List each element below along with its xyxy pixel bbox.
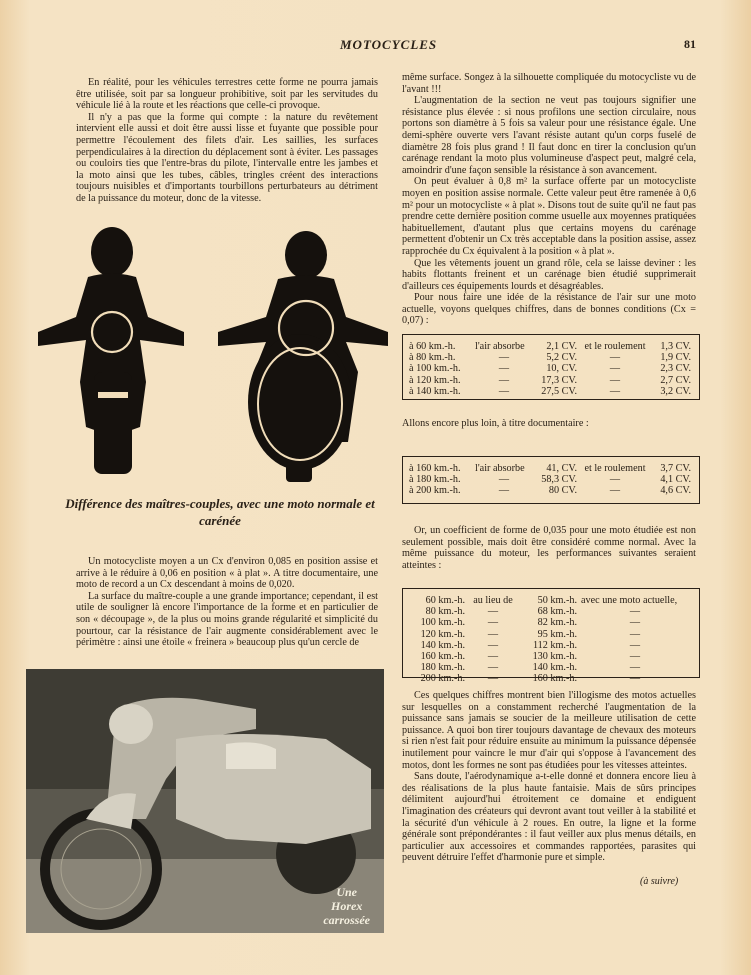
table-cell: 100 km.-h.	[420, 617, 465, 629]
table-cell: à 80 km.-h.	[409, 352, 456, 364]
table-row	[409, 341, 699, 352]
photo-caption	[323, 885, 370, 927]
performance-comparison-table	[402, 588, 700, 685]
air-resistance-table-2	[402, 456, 700, 504]
table-cell: 2,7 CV.	[660, 374, 691, 386]
paragraph: Un motocycliste moyen a un Cx d'environ 0,085 en position assise et arrive à le réduire à 0,06 en position « à plat ». A titre documentaire, une moto de record a un Cx descendant à moins de 0,020.	[76, 556, 378, 591]
table-row	[409, 485, 699, 496]
table-cell: —	[498, 363, 510, 375]
photo-caption-line: carrossée	[323, 913, 370, 927]
table-cell: —	[629, 651, 641, 663]
right-column-top-text	[402, 72, 696, 327]
running-header-title: MOTOCYCLES	[340, 37, 438, 52]
table-cell: à 140 km.-h.	[409, 385, 461, 397]
table-cell: —	[487, 673, 499, 685]
table-cell: —	[487, 628, 499, 640]
table-cell: l'air absorbe	[475, 341, 525, 352]
table-cell: à 180 km.-h.	[409, 474, 461, 486]
continued-note: (à suivre)	[640, 876, 679, 887]
paragraph: même surface. Songez à la silhouette compliquée du motocycliste vu de l'avant !!!	[402, 72, 696, 95]
paragraph: L'augmentation de la section ne veut pas toujours signifier une résistance plus élevée : si nous profilons une section circulaire, nous portons son diamètre à 5 fois sa valeur pour une résistance égale. Une demi-sphère ouverte vers l'avant résiste autant qu'un corps fuselé de diamètre 28 fois plus grand ! Il faut donc en tirer la conclusion qu'un carénage rendant la moto plus volumineuse d'aspect peut, malgré cela, amoindrir d'une façon sensible la résistance à son avancement.	[402, 95, 696, 176]
table-cell: 82 km.-h.	[537, 617, 577, 629]
left-column-top-text	[76, 77, 378, 205]
table-row	[409, 606, 699, 617]
table-cell: avec une moto actuelle,	[581, 595, 678, 606]
table-cell: 2,1 CV.	[546, 341, 577, 352]
table-cell: 5,2 CV.	[546, 352, 577, 364]
table-cell: —	[498, 385, 510, 397]
paragraph: Il n'y a pas que la forme qui compte : la nature du revêtement intervient elle aussi et doit être aussi lisse et fuyante que possible pour permettre l'écoulement des filets d'air. Les saillies, les surfaces perpendiculaires à la direction du déplacement sont à éviter. Les passages ou couloirs ties que l'entre-bras du pilote, l'intervalle entre les jambes et la moto ainsi que les tubes, câbles, tringles créent des interactions toujours nuisibles et d'importants tourbillons perturbateurs au détriment de la puissance du moteur, donc de la vitesse.	[76, 111, 378, 204]
paragraph: En réalité, pour les véhicules terrestres cette forme ne pourra jamais être utilisée, soit par sa longueur prohibitive, soit par les servitudes du véhicule lié à la route et les réactions que celle-ci provoque.	[76, 77, 378, 112]
table-row	[409, 640, 699, 651]
table-cell: —	[487, 606, 499, 618]
table-cell: —	[629, 662, 641, 674]
table-cell: 4,1 CV.	[660, 474, 691, 486]
table-row	[409, 474, 699, 485]
table-cell: —	[629, 639, 641, 651]
table-cell: 4,6 CV.	[660, 485, 691, 497]
table-cell: 3,2 CV.	[660, 385, 691, 397]
table-cell: —	[629, 628, 641, 640]
paragraph: Sans doute, l'aérodynamique a-t-elle donné et donnera encore lieu à des réalisations de la plus haute fantaisie. Mais de sûrs principes délimitent aujourd'hui étroitement ce domaine et endiguent l'imagination des créateurs qui devront avant tout veiller à la stabilité et la sécurité d'un véhicule à 2 roues. En outre, la ligne et la forme générale sont prépondérantes : il faut veiller aux plus menus détails, en particulier aux accessoires et commandes rapportées, parasites qui peuvent détruire l'effet d'harmonie pure et simple.	[402, 771, 696, 864]
table-cell: —	[609, 374, 621, 386]
paragraph: Ces quelques chiffres montrent bien l'illogisme des motos actuelles sur lesquelles on a constamment recherché l'augmentation de la puissance sans jamais se soucier de la meilleure utilisation de cette puissance. A quoi bon tirer toujours davantage de chevaux des moteurs si rien n'est fait pour réduire ensuite au minimum la puissance dépensée inutilement pour vaincre le mur d'air qui s'oppose à l'avancement des motos, dont les formes ne sont pas étudiées pour les vitesses atteintes.	[402, 690, 696, 771]
page-number: 81	[684, 37, 696, 51]
table-cell: —	[609, 363, 621, 375]
table-cell: —	[487, 662, 499, 674]
table-cell: —	[609, 385, 621, 397]
paragraph: La surface du maître-couple a une grande importance; cependant, il est utile de souligner là encore l'importance de la forme et en particulier de son « découpage », de la plus ou moins grande régularité et simplicité du pourtour, car la résistance de l'air augmente considérablement avec le périmètre : ainsi une étoile « freinera » beaucoup plus qu'un cercle de	[76, 590, 378, 649]
paragraph: On peut évaluer à 0,8 m² la surface offerte par un motocycliste moyen en position assise normale. Cette valeur peut être ramenée à 0,6 m² pour un motocycliste « à plat ». Disons tout de suite qu'il ne faut pas prendre cette dernière position comme usuelle aux moyennes pratiquées habituellement, d'autant plus que certains moyens du carénage permettent d'obtenir un Cx très acceptable dans la position assise, assez rapprochée du Cx équivalent à la position « à plat ».	[402, 176, 696, 257]
table-cell: 140 km.-h.	[420, 639, 465, 651]
paragraph: Que les vêtements jouent un grand rôle, cela se laisse deviner : les habits flottants freinent et un carénage bien étudié supprimerait d'ailleurs ces équipements lourds et désagréables.	[402, 257, 696, 292]
table-row	[409, 662, 699, 673]
table-cell: 60 km.-h.	[425, 595, 465, 606]
table-row	[409, 386, 699, 397]
table-cell: l'air absorbe	[475, 463, 525, 474]
table-cell: 58,3 CV.	[541, 474, 577, 486]
photo-caption-line: Horex	[330, 899, 363, 913]
horex-motorcycle-photo	[26, 669, 384, 933]
photo-caption-line: Une	[336, 885, 357, 899]
table-cell: —	[498, 474, 510, 486]
paragraph: Pour nous faire une idée de la résistance de l'air sur une moto actuelle, voyons quelques chiffres, dans de bonnes conditions (Cx = 0,07) :	[402, 292, 696, 327]
table-row	[409, 617, 699, 628]
table-cell: —	[498, 352, 510, 364]
frontal-area-silhouettes-figure	[28, 222, 398, 484]
table-row	[409, 363, 699, 374]
table-cell: 50 km.-h.	[537, 595, 577, 606]
table-cell: 1,9 CV.	[660, 352, 691, 364]
table-row	[409, 375, 699, 386]
table-cell: 160 km.-h.	[420, 651, 465, 663]
air-resistance-table-1	[402, 334, 700, 400]
table-row	[409, 595, 699, 606]
faired-motorcycle-silhouette	[218, 231, 388, 482]
table-row	[409, 673, 699, 684]
table-cell: à 160 km.-h.	[409, 463, 461, 474]
table-cell: —	[629, 673, 641, 685]
table-cell: 68 km.-h.	[537, 606, 577, 618]
table-cell: —	[487, 617, 499, 629]
table-cell: —	[609, 474, 621, 486]
left-column-bottom-text	[76, 556, 378, 649]
table-cell: à 120 km.-h.	[409, 374, 461, 386]
table-cell: 41, CV.	[546, 463, 577, 474]
table-cell: 120 km.-h.	[420, 628, 465, 640]
normal-motorcycle-silhouette	[38, 227, 184, 474]
table-cell: 17,3 CV.	[541, 374, 577, 386]
table-cell: au lieu de	[473, 595, 513, 606]
table-cell: 180 km.-h.	[420, 662, 465, 674]
table-row	[409, 463, 699, 474]
table-cell: 27,5 CV.	[541, 385, 577, 397]
right-column-transition-text: Allons encore plus loin, à titre documentaire :	[402, 418, 589, 429]
table-cell: 1,3 CV.	[660, 341, 691, 352]
table-cell: 3,7 CV.	[660, 463, 691, 474]
table-cell: 10, CV.	[546, 363, 577, 375]
table-cell: 160 km.-h.	[532, 673, 577, 685]
table-cell: 140 km.-h.	[532, 662, 577, 674]
table-cell: —	[629, 606, 641, 618]
table-cell: à 100 km.-h.	[409, 363, 461, 375]
table-row	[409, 629, 699, 640]
figure-caption: Différence des maîtres-couples, avec une moto normale et carénée	[65, 496, 375, 528]
table-cell: —	[487, 651, 499, 663]
table-row	[409, 651, 699, 662]
table-cell: 112 km.-h.	[532, 639, 577, 651]
paragraph: Or, un coefficient de forme de 0,035 pour une moto étudiée est non seulement possible, mais doit être considéré comme normal. Avec la même puissance du moteur, les performances suivantes seraient atteintes :	[402, 525, 696, 571]
table-cell: —	[609, 485, 621, 497]
table-cell: —	[609, 352, 621, 364]
table-cell: 130 km.-h.	[532, 651, 577, 663]
table-cell: et le roulement	[584, 341, 646, 352]
table-cell: —	[498, 374, 510, 386]
table-cell: à 200 km.-h.	[409, 485, 461, 497]
right-column-middle-text	[402, 525, 696, 571]
table-cell: à 60 km.-h.	[409, 341, 456, 352]
right-column-bottom-text	[402, 690, 696, 864]
table-cell: 80 CV.	[548, 485, 577, 497]
table-cell: —	[498, 485, 510, 497]
table-cell: 2,3 CV.	[660, 363, 691, 375]
table-cell: 95 km.-h.	[537, 628, 577, 640]
table-cell: et le roulement	[584, 463, 646, 474]
table-cell: 200 km.-h.	[420, 673, 465, 685]
table-row	[409, 352, 699, 363]
table-cell: 80 km.-h.	[425, 606, 465, 618]
table-cell: —	[629, 617, 641, 629]
table-cell: —	[487, 639, 499, 651]
